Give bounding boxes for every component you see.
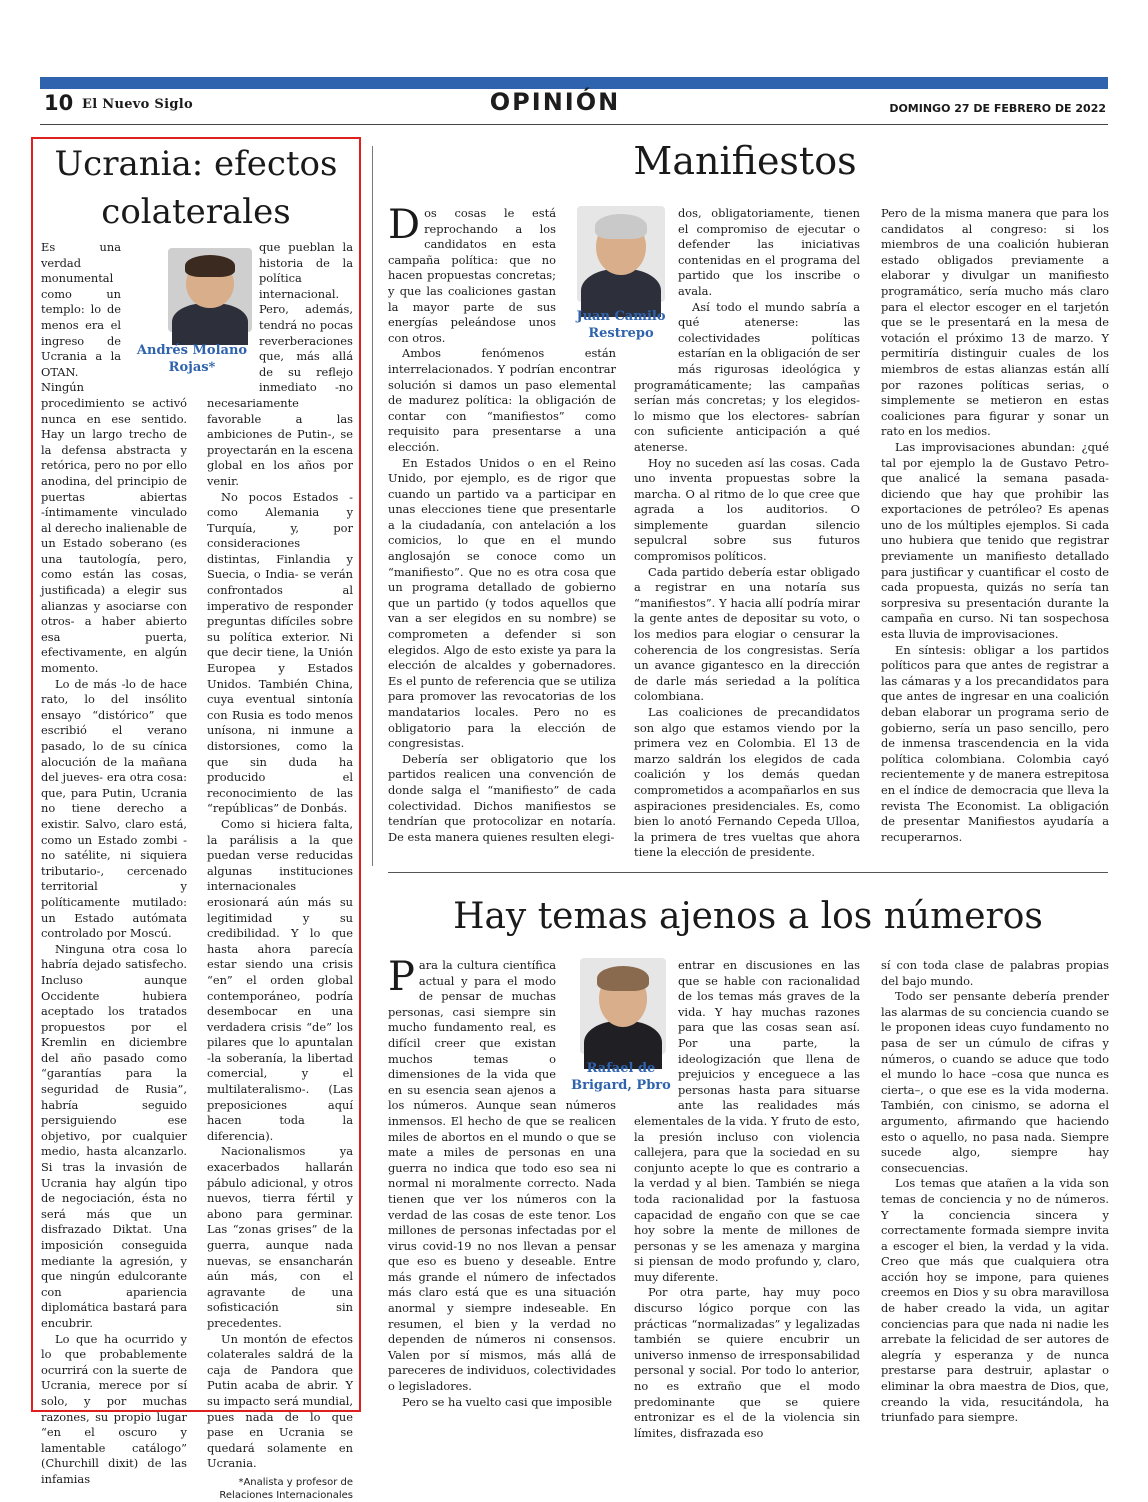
drop-cap: P	[388, 954, 415, 1000]
article1-title-line2: colaterales	[101, 192, 291, 232]
article1-byline: Andrés Molano Rojas*	[136, 343, 248, 375]
photo-wrap-space	[121, 240, 187, 390]
paragraph: Nacionalismos ya exacerbados hallarán pábulo adicional, y otros nuevos, tierra fértil y abono para germinar. Las “zonas grises” de la guerra, aunque nada nuevas, se ensancharán aún más, con el agravante de una sofisticación sin precedentes.	[207, 1144, 353, 1330]
article3-body-col3	[881, 958, 1109, 1426]
paragraph: En Estados Unidos o en el Reino Unido, por ejemplo, es de rigor que cuando un partido va a participar en unas elecciones tiene que presentarle a la ciudadanía, con antelación a los comicios, lo que en el mundo anglosajón se conoce como un “manifiesto”. Que no es otra cosa que un programa detallado de gobierno que un partido (y todos aquellos que van a ser elegidos en su nombre) se comprometen a defender si son elegidos. Algo de esto existe ya para la elección de alcaldes y gobernadores. Es el punto de referencia que se utiliza para promover las revocatorias de los mandatarios locales. Pero no es obligatorio para la elección de congresistas.	[388, 455, 616, 751]
paragraph: Ninguna otra cosa lo habría dejado satisfecho. Incluso aunque Occidente hubiera aceptado los tratados propuestos por el Kremlin en diciembre del año pasado como “garantías para la seguridad de Rusia”, habría seguido persiguiendo ese objetivo, por cualquier medio, hasta alcanzarlo. Si tras la invasión de Ucrania hay algún tipo de negociación, ésta no será más que un disfrazado Diktat. Una imposición conseguida mediante la agresión, y que ningún edulcorante con apariencia diplomática bastará para encubrir.	[41, 941, 187, 1330]
article1-title	[40, 140, 352, 236]
paragraph: Todo ser pensante debería prender las alarmas de su conciencia cuando se le proponen ideas cuyo fundamento no pasa de ser un cúmulo de cifras y números, o cuando se aduce que todo el mundo lo hace –cosa que nunca es cierta–, o que ese es la vida moderna. También, con cinismo, se adorna el argumento, afirmando que haciendo esto o aquello, no pasa nada. Siempre sucede algo, siempre hay consecuencias.	[881, 989, 1109, 1175]
paragraph: Lo que ha ocurrido y lo que probablemente ocurrirá con la suerte de Ucrania, merece por sí solo, y por muchas razones, su propio lugar “en el oscuro y lamentable catálogo” (Churchill dixit) de las infamias	[41, 1331, 187, 1486]
paragraph: Dos cosas le está reprochando a los candidatos en esta campaña política: que no hacen propuestas concretas; y que las coaliciones gastan la mayor parte de sus energías peleándose unos con otros.	[388, 202, 556, 345]
paragraph: entrar en discusiones en las que se hable con racionalidad de los temas más graves de la vida. Y hay muchas razones para que las cosas sean así. Por una parte, la ideologización que llena de prejuicios y enceguece a las personas hasta para situarse ante las realidades más elementales de la vida. Y fruto de esto, la presión incluso con violencia callejera, para que la sociedad en su conjunto acepte lo que es contrario a la verdad y al bien. También se niega toda racionalidad por la fastuosa capacidad de engaño con que se cae hoy sobre la mente de millones de personas y se les amenaza y margina si piensan de modo profundo y, claro, muy diferente.	[634, 958, 860, 1284]
photo-wrap-space-5	[556, 958, 616, 1096]
paragraph: Como si hiciera falta, la parálisis a la que puedan verse reducidas algunas instituciones internacionales erosionará aún más su legitimidad y su credibilidad. Y lo que hasta ahora parecía estar siendo una crisis “en” el orden global contemporáneo, podría desembocar en una verdadera crisis “de” los pilares que lo apuntalan -la soberanía, la libertad comercial, y el multilateralismo-. (Las preposiciones aquí hacen toda la diferencia).	[207, 816, 353, 1143]
article3-column-1	[388, 954, 616, 1409]
article1-body-col2	[207, 240, 353, 1472]
paragraph: sí con toda clase de palabras propias del bajo mundo.	[881, 958, 1109, 988]
header-rule	[40, 124, 1108, 125]
article1-column-2	[207, 240, 353, 1501]
article1-footnote: *Analista y profesor de Relaciones Internacionales	[219, 1476, 353, 1501]
article2-column-3	[881, 206, 1109, 842]
paragraph: Así todo el mundo sabría a qué atenerse: las colectividades políticas estarían en la obligación de ser más rigurosas ideológica y programáticamente; las campañas serían más concretas; y los elegidos- lo mismo que los electores- sabrían con suficiente anticipación a qué atenerse.	[634, 299, 860, 454]
photo-wrap-space-4	[634, 206, 678, 366]
photo-wrap-space-6	[634, 958, 678, 1110]
paragraph: Es una verdad monumental como un templo: lo de menos era el ingreso de Ucrania a la OTAN. Ningún procedimiento se activó nunca en ese sentido. Hay un largo trecho de la defensa abstracta y retórica, pero no por ello anodina, del principio de puertas abiertas -íntimamente vinculado al derecho inalienable de un Estado soberano (es una tautología, pero, como están las cosas, justificada) a elegir sus alianzas y asociarse con otros- a haber abierto esa puerta, efectivamente, en algún momento.	[41, 240, 187, 676]
paragraph: Hoy no suceden así las cosas. Cada uno inventa propuestas sobre la marcha. O al ritmo de lo que cree que agrada a los auditorios. O simplemente guardan silencio sepulcral sobre sus futuros compromisos políticos.	[634, 455, 860, 564]
paragraph: Por otra parte, hay muy poco discurso lógico porque con las prácticas “normalizadas” y legalizadas también se quiere encubrir un universo inmenso de irresponsabilidad personal y social. Por todo lo anterior, no es extraño que el modo predominante que se quiere entronizar es el de la violencia sin límites, disfrazada eso	[634, 1285, 860, 1440]
article3-byline: Rafael de Brigard, Pbro	[571, 1061, 671, 1093]
newspaper-name: El Nuevo Siglo	[82, 97, 193, 112]
paragraph: Lo de más -lo de hace rato, lo del insólito ensayo “distórico” que escribió el verano pasado, lo de su cínica alocución de la mañana del jueves- era otra cosa: que, para Putin, Ucrania no tiene derecho a existir. Salvo, claro está, como un Estado zombi -no satélite, ni siquiera tributario-, cercenado territorial y políticamente mutilado: un Estado autómata controlado por Moscú.	[41, 676, 187, 941]
section-title: OPINIÓN	[489, 88, 621, 116]
paragraph: Los temas que atañen a la vida son temas de conciencia y no de números. Y la conciencia sincera y correctamente formada siempre invita a escoger el bien, la verdad y la vida. Creo que más que cualquiera otra acción hoy se impone, para quienes creemos en Dios y su obra maravillosa de haber creado la vida, un agitar conciencias para que nada ni nadie les arrebate la felicidad de ser autores de alegría y esperanza y de nunca prestarse para destruir, aplastar o eliminar la obra maestra de Dios, que, creando la vida, resucitándola, ha triunfado para siempre.	[881, 1176, 1109, 1425]
article1-body-col1	[41, 240, 187, 1488]
article3-column-3	[881, 958, 1109, 1425]
article2-body-col3	[881, 206, 1109, 845]
paragraph: dos, obligatoriamente, tienen el compromiso de ejecutar o defender las iniciativas contenidas en el programa del partido que los inscribe o avala.	[678, 206, 860, 298]
paragraph: En síntesis: obligar a los partidos políticos para que antes de registrar a las cámaras y a los precandidatos para que antes de ingresar en una coalición deban elaborar un programa serio de gobierno, sería un paso sencillo, pero de inmensa trascendencia en la vida política colombiana. Colombia cayó recientemente y de manera estrepitosa en el índice de democracia que lleva la revista The Economist. La obligación de presentar Manifiestos ayudaría a recuperarnos.	[881, 642, 1109, 844]
photo-wrap-space-2	[207, 240, 259, 390]
column-divider	[372, 146, 373, 866]
paragraph: que pueblan la historia de la política internacional. Pero, además, tendrá no pocas reverberaciones que, más allá de su reflejo inmediato -no necesariamente favorable a las ambiciones de Putin-, se proyectarán en la escena global en los años por venir.	[207, 240, 353, 488]
paragraph: Pero de la misma manera que para los candidatos al congreso: si los miembros de una coalición hubieran estado obligados previamente a elaborar y divulgar un manifiesto programático, sería mucho más claro para el elector escoger en el tarjetón que se le presentará en la mesa de votación el próximo 13 de marzo. Y permitiría distinguir cuales de los miembros de estas alianzas están allí por razones políticas serias, o simplemente se metieron en estas coaliciones para figurar y sonar un rato en los medios.	[881, 206, 1109, 439]
page-number: 10	[44, 91, 74, 115]
paragraph: Un montón de efectos colaterales saldrá de la caja de Pandora que Putin acaba de abrir. Y su impacto será mundial, pues nada de lo que pase en Ucrania se quedará solamente en Ucrania.	[207, 1331, 353, 1471]
article2-column-2	[634, 206, 860, 860]
article1-title-line1: Ucrania: efectos	[54, 144, 338, 184]
photo-wrap-space-3	[556, 206, 616, 344]
paragraph: Para la cultura científica actual y para el modo de pensar de muchas personas, casi siempre sin mucho fundamento real, es difícil creer que existan muchos temas o dimensiones de la vida que en su esencia sean ajenos a los números. Aunque sean números inmensos. El hecho de que se realicen miles de abortos en el mundo o que se mate a miles de personas en una guerra no indica que todo eso sea ni normal ni moralmente correcto. Nada tienen que ver los números con la verdad de las cosas de este tenor. Los millones de personas infectadas por el virus covid-19 no nos llevan a pensar que eso es bueno y deseable. Entre más grande el número de infectados más claro está que es una situación anormal y siempre indeseable. En resumen, el bien y la verdad no dependen de números ni consensos. Valen por sí mismos, más allá de pareceres de individuos, colectividades o legisladores.	[388, 954, 616, 1394]
article2-column-1	[388, 202, 616, 844]
paragraph: Debería ser obligatorio que los partidos realicen una convención de donde salga el “manifiesto” de cada colectividad. Dichos manifiestos se tendrían que protocolizar en notaría. De esta manera quienes resulten elegi-	[388, 751, 616, 844]
paragraph: No pocos Estados -como Alemania y Turquía, y, por consideraciones distintas, Finlandia y Suecia, o India- se verán confrontados al imperativo de responder preguntas difíciles sobre su política exterior. Ni que decir tiene, la Unión Europea y Estados Unidos. También China, cuya eventual sintonía con Rusia es todo menos unísona, ni inmune a distorsiones, como la que sin duda ha producido el reconocimiento de las “repúblicas” de Donbás.	[207, 489, 353, 816]
paragraph: Ambos fenómenos están interrelacionados. Y podrían encontrar solución si damos un paso elemental de madurez política: la obligación de contar con “manifiestos” como requisito para presentarse a una elección.	[388, 346, 616, 454]
paragraph: Pero se ha vuelto casi que imposible	[402, 1394, 613, 1409]
issue-date: DOMINGO 27 DE FEBRERO DE 2022	[889, 102, 1106, 115]
article3-title: Hay temas ajenos a los números	[453, 896, 1043, 937]
paragraph: Las coaliciones de precandidatos son algo que estamos viendo por la primera vez en Colombia. El 13 de marzo saldrán los elegidos de cada coalición y los demás quedan comprometidos a acompañarlos en sus aspiraciones presidenciales. Es, como bien lo anotó Fernando Cepeda Ulloa, la primera de tres vueltas que ahora tiene la elección de presidente.	[634, 705, 860, 860]
article3-column-2	[634, 958, 860, 1440]
paragraph: Cada partido debería estar obligado a registrar en una notaría sus “manifiestos”. Y hacia allí podría mirar la gente antes de depositar su voto, o los medios para elogiar o censurar la coherencia de los congresistas. Sería un avance gigantesco en la dirección de darle más seriedad a la política colombiana.	[634, 564, 860, 704]
article2-byline: Juan Camilo Restrepo	[576, 309, 666, 341]
article1-column-1	[41, 240, 187, 1486]
drop-cap: D	[388, 202, 421, 248]
paragraph: Las improvisaciones abundan: ¿qué tal por ejemplo la de Gustavo Petro- que analicé la semana pasada- diciendo que hay que prohibir las exportaciones de petróleo? Es apenas uno de los múltiples ejemplos. Si cada uno hubiera que tenido que registrar previamente un manifiesto detallado para justificar y cuantificar el costo de cada propuesta, quizás no sería tan sorpresiva su presentación durante la campaña en curso. Ni tan sospechosa esta lluvia de improvisaciones.	[881, 439, 1109, 642]
article-divider	[388, 872, 1108, 873]
article2-title: Manifiestos	[633, 139, 857, 183]
